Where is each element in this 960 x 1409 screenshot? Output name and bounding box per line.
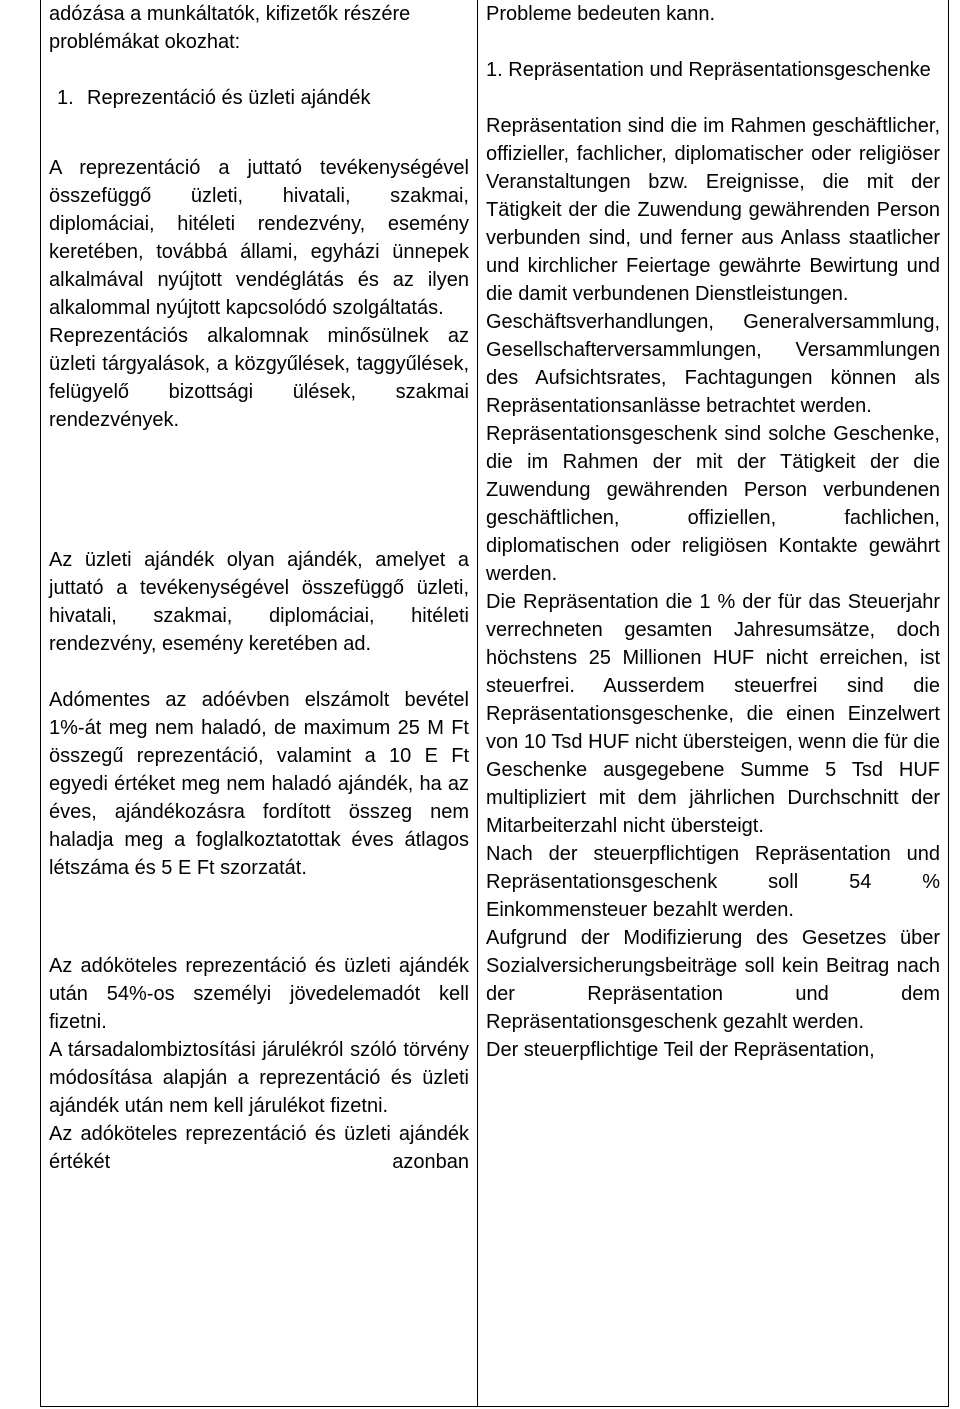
hungarian-column bbox=[41, 0, 478, 1407]
bilingual-document-table bbox=[40, 0, 949, 1407]
spacer bbox=[49, 112, 469, 154]
hungarian-heading-text: Reprezentáció és üzleti ajándék bbox=[87, 87, 371, 109]
hungarian-paragraph-adomentes: Adómentes az adóévben elszámolt bevétel 1%-át meg nem haladó, de maximum 25 M Ft összegű reprezentáció, valamint a 10 E Ft egyedi értéket meg nem haladó ajándék, ha az éves, ajándékozásra fordított összeg nem haladja meg a foglalkoztatottak éves átlagos létszáma és 5 E Ft szorzatát. bbox=[49, 689, 469, 879]
german-paragraph-repraesentation: Repräsentation sind die im Rahmen geschäftlicher, offizieller, fachlicher, diplomatischer oder religiöser Veranstaltungen bzw. Ereignisse, die mit der Tätigkeit der die Zuwendung gewährenden Person verbunden sind, und ferner aus Anlass staatlicher und kirchlicher Feiertage gewährte Bewirtung und die damit verbundenen Dienstleistungen. bbox=[486, 115, 940, 305]
german-paragraph-beitrag: Aufgrund der Modifizierung des Gesetzes über Sozialversicherungsbeiträge soll kein Beitrag nach der Repräsentation und dem Repräsentationsgeschenk gezahlt werden. bbox=[486, 927, 940, 1033]
hungarian-section-heading bbox=[49, 84, 469, 112]
hungarian-paragraph-erteket: Az adóköteles reprezentáció és üzleti ajándék értékét azonban bbox=[49, 1123, 469, 1173]
german-heading-number: 1. bbox=[486, 59, 503, 81]
german-heading-text: Repräsentation und Repräsentationsgeschenke bbox=[508, 59, 931, 81]
spacer bbox=[49, 56, 469, 84]
german-paragraph-steuerfrei: Die Repräsentation die 1 % der für das Steuerjahr verrechneten gesamten Jahresumsätze, doch höchstens 25 Millionen HUF nicht erreichen, ist steuerfrei. Ausserdem steuerfrei sind die Repräsentationsgeschenke, die einen Einzelwert von 10 Tsd HUF nicht übersteigen, wenn die für die Geschenke ausgegebene Summe 5 Tsd HUF multipliziert mit dem jährlichen Durchschnitt der Mitarbeiterzahl nicht übersteigt. bbox=[486, 591, 940, 837]
hungarian-paragraph-adokoteles: Az adóköteles reprezentáció és üzleti ajándék után 54%-os személyi jövedelemadót kell fizetni. bbox=[49, 955, 469, 1033]
german-column bbox=[478, 0, 949, 1407]
german-intro: Probleme bedeuten kann. bbox=[486, 3, 716, 25]
german-paragraph-anlaesse: Geschäftsverhandlungen, Generalversammlung, Gesellschafterversammlungen, Versammlungen des Aufsichtsrates, Fachtagungen können als Repräsentationsanlässe betrachtet werden. bbox=[486, 311, 940, 417]
spacer bbox=[49, 658, 469, 686]
german-paragraph-geschenk: Repräsentationsgeschenk sind solche Geschenke, die im Rahmen der mit der Tätigkeit der die Zuwendung gewährenden Person verbundenen geschäftlichen, offiziellen, fachlichen, diplomatischen oder religiösen Kontakte gewährt werden. bbox=[486, 423, 940, 585]
german-paragraph-teil: Der steuerpflichtige Teil der Repräsentation, bbox=[486, 1039, 875, 1061]
hungarian-intro: adózása a munkáltatók, kifizetők részére problémákat okozhat: bbox=[49, 3, 411, 53]
hungarian-paragraph-jarulek: A társadalombiztosítási járulékról szóló törvény módosítása alapján a reprezentáció és üzleti ajándék után nem kell járulékot fizetni. bbox=[49, 1039, 469, 1117]
german-section-heading bbox=[486, 56, 940, 84]
hungarian-paragraph-alkalmak: Reprezentációs alkalomnak minősülnek az üzleti tárgyalások, a közgyűlések, taggyűlések, felügyelő bizottsági ülések, szakmai rendezvények. bbox=[49, 325, 469, 431]
spacer bbox=[49, 434, 469, 546]
spacer bbox=[486, 28, 940, 56]
hungarian-paragraph-ajandek: Az üzleti ajándék olyan ajándék, amelyet a juttató a tevékenységével összefüggő üzleti, hivatali, szakmai, diplomáciai, hitéleti rendezvény, esemény keretében ad. bbox=[49, 549, 469, 655]
hungarian-heading-number: 1. bbox=[57, 87, 74, 109]
spacer bbox=[49, 882, 469, 952]
table-row bbox=[41, 0, 949, 1407]
hungarian-paragraph-reprezentacio: A reprezentáció a juttató tevékenységével összefüggő üzleti, hivatali, szakmai, diplomáciai, hitéleti rendezvény, esemény keretében, továbbá állami, egyházi ünnepek alkalmával nyújtott vendéglátás és az ilyen alkalommal nyújtott kapcsolódó szolgáltatás. bbox=[49, 157, 469, 319]
spacer bbox=[486, 84, 940, 112]
german-paragraph-einkommensteuer: Nach der steuerpflichtigen Repräsentation und Repräsentationsgeschenk soll 54 % Einkommensteuer bezahlt werden. bbox=[486, 843, 940, 921]
